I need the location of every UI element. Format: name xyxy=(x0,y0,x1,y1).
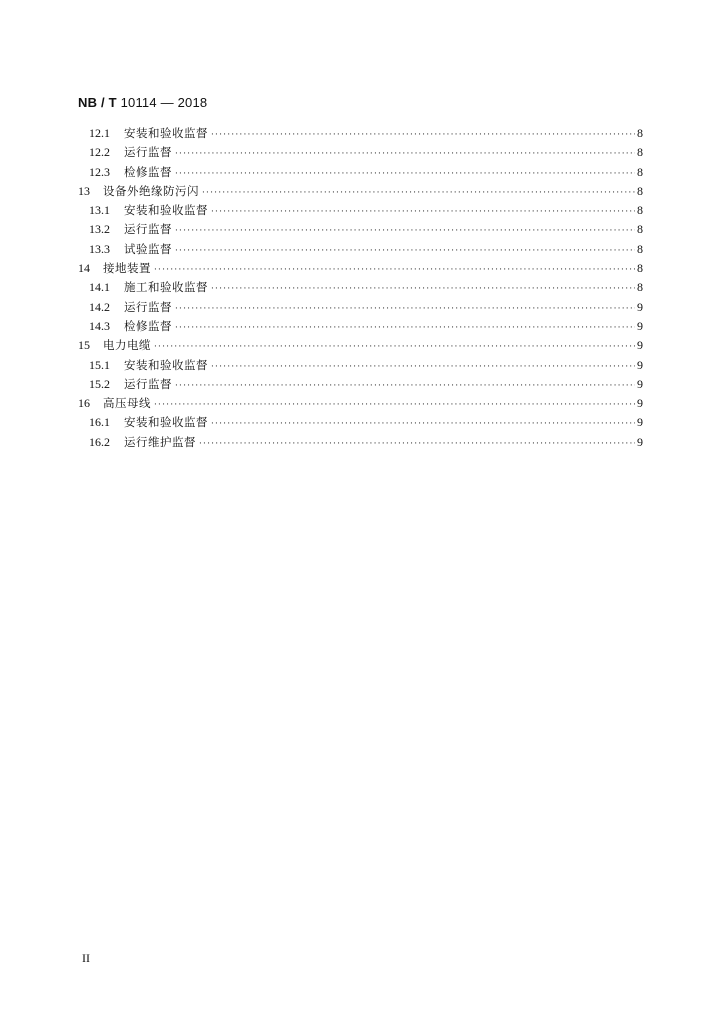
toc-entry-number: 14.2 xyxy=(89,299,110,314)
toc-entry-title: 运行监督 xyxy=(124,145,172,160)
table-of-contents xyxy=(78,124,643,452)
toc-dot-leader xyxy=(211,126,635,145)
toc-entry-page: 8 xyxy=(637,183,643,198)
toc-subsection-entry[interactable] xyxy=(78,220,643,239)
toc-subsection-entry[interactable] xyxy=(78,240,643,259)
toc-subsection-entry[interactable] xyxy=(78,163,643,182)
toc-entry-page: 8 xyxy=(637,261,643,276)
toc-entry-page: 8 xyxy=(637,241,643,256)
toc-entry-page: 9 xyxy=(637,338,643,353)
toc-entry-title: 接地装置 xyxy=(103,261,151,276)
toc-subsection-entry[interactable] xyxy=(78,298,643,317)
toc-subsection-entry[interactable] xyxy=(78,124,643,143)
toc-entry-title: 试验监督 xyxy=(124,241,172,256)
toc-entry-title: 安装和验收监督 xyxy=(124,203,208,218)
toc-dot-leader xyxy=(202,184,635,203)
toc-dot-leader xyxy=(154,261,635,280)
toc-entry-number: 12.1 xyxy=(89,126,110,140)
toc-entry-number: 14 xyxy=(78,261,90,276)
toc-subsection-entry[interactable] xyxy=(78,278,643,297)
toc-entry-title: 运行监督 xyxy=(124,299,172,314)
toc-entry-number: 16.2 xyxy=(89,434,110,449)
toc-entry-page: 8 xyxy=(637,164,643,179)
toc-dot-leader xyxy=(154,338,635,357)
toc-subsection-entry[interactable] xyxy=(78,317,643,336)
toc-entry-number: 13.3 xyxy=(89,241,110,256)
toc-subsection-entry[interactable] xyxy=(78,356,643,375)
toc-entry-title: 安装和验收监督 xyxy=(124,126,208,140)
toc-entry-page: 8 xyxy=(637,222,643,237)
toc-entry-title: 检修监督 xyxy=(124,164,172,179)
toc-entry-page: 9 xyxy=(637,434,643,449)
toc-section-entry[interactable] xyxy=(78,182,643,201)
toc-entry-title: 电力电缆 xyxy=(103,338,151,353)
toc-entry-number: 13.2 xyxy=(89,222,110,237)
toc-entry-number: 12.2 xyxy=(89,145,110,160)
document-header xyxy=(78,95,207,110)
toc-dot-leader xyxy=(175,222,635,241)
toc-entry-title: 运行监督 xyxy=(124,376,172,391)
toc-entry-number: 15.2 xyxy=(89,376,110,391)
toc-entry-title: 设备外绝缘防污闪 xyxy=(103,183,199,198)
toc-dot-leader xyxy=(175,242,635,261)
toc-dot-leader xyxy=(175,319,635,338)
toc-subsection-entry[interactable] xyxy=(78,433,643,452)
toc-entry-number: 15 xyxy=(78,338,90,353)
toc-entry-number: 15.1 xyxy=(89,357,110,372)
toc-entry-page: 8 xyxy=(637,126,643,140)
toc-entry-number: 16 xyxy=(78,396,90,411)
toc-dot-leader xyxy=(154,396,635,415)
toc-entry-title: 施工和验收监督 xyxy=(124,280,208,295)
toc-entry-number: 14.1 xyxy=(89,280,110,295)
toc-entry-page: 9 xyxy=(637,318,643,333)
toc-dot-leader xyxy=(211,358,635,377)
toc-entry-page: 9 xyxy=(637,396,643,411)
toc-entry-number: 14.3 xyxy=(89,318,110,333)
toc-entry-number: 13.1 xyxy=(89,203,110,218)
toc-entry-title: 高压母线 xyxy=(103,396,151,411)
toc-entry-page: 9 xyxy=(637,376,643,391)
page-number: II xyxy=(82,951,90,965)
toc-entry-number: 16.1 xyxy=(89,415,110,430)
toc-dot-leader xyxy=(175,145,635,164)
toc-section-entry[interactable] xyxy=(78,259,643,278)
toc-entry-page: 9 xyxy=(637,415,643,430)
toc-subsection-entry[interactable] xyxy=(78,143,643,162)
toc-dot-leader xyxy=(211,280,635,299)
toc-entry-page: 8 xyxy=(637,203,643,218)
toc-subsection-entry[interactable] xyxy=(78,201,643,220)
toc-entry-title: 检修监督 xyxy=(124,318,172,333)
toc-dot-leader xyxy=(175,300,635,319)
toc-subsection-entry[interactable] xyxy=(78,375,643,394)
toc-dot-leader xyxy=(175,165,635,184)
toc-entry-title: 安装和验收监督 xyxy=(124,357,208,372)
toc-dot-leader xyxy=(199,435,635,454)
toc-entry-number: 13 xyxy=(78,183,90,198)
toc-dot-leader xyxy=(211,415,635,434)
toc-section-entry[interactable] xyxy=(78,336,643,355)
toc-dot-leader xyxy=(175,377,635,396)
standard-code: NB / T xyxy=(78,95,117,110)
standard-number: 10114 — 2018 xyxy=(120,95,208,110)
toc-entry-page: 8 xyxy=(637,145,643,160)
toc-entry-page: 9 xyxy=(637,299,643,314)
toc-entry-number: 12.3 xyxy=(89,164,110,179)
toc-dot-leader xyxy=(211,203,635,222)
toc-entry-page: 9 xyxy=(637,357,643,372)
toc-entry-page: 8 xyxy=(637,280,643,295)
toc-subsection-entry[interactable] xyxy=(78,413,643,432)
toc-section-entry[interactable] xyxy=(78,394,643,413)
toc-entry-title: 运行监督 xyxy=(124,222,172,237)
toc-entry-title: 运行维护监督 xyxy=(124,434,196,449)
toc-entry-title: 安装和验收监督 xyxy=(124,415,208,430)
